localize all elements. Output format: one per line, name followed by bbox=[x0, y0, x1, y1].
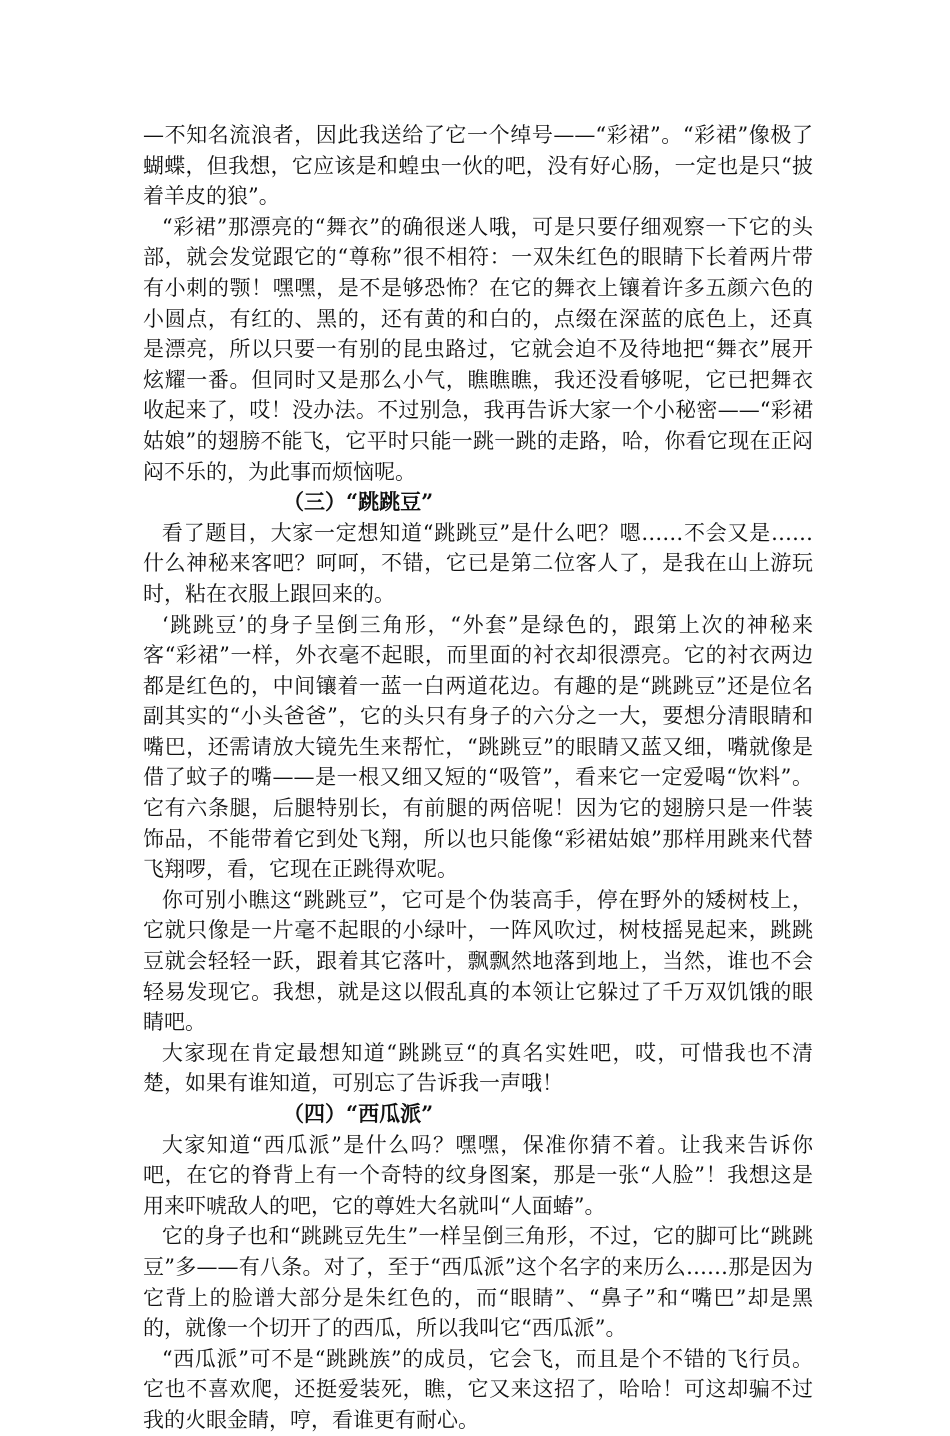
paragraph: “西瓜派”可不是“跳跳族”的成员，它会飞，而且是个不错的飞行员。它也不喜欢爬，还挺爱装死，瞧，它又来这招了，哈哈！可这却骗不过我的火眼金睛，哼，看谁更有耐心。 bbox=[143, 1346, 813, 1432]
paragraph: ‘跳跳豆’的身子呈倒三角形，“外套”是绿色的，跟第上次的神秘来客“彩裙”一样，外衣毫不起眼，而里面的衬衣却很漂亮。它的衬衣两边都是红色的，中间镶着一蓝一白两道花边。有趣的是“跳跳豆”还是位名副其实的“小头爸爸”，它的头只有身子的六分之一大，要想分清眼睛和嘴巴，还需请放大镜先生来帮忙，“跳跳豆”的眼睛又蓝又细，嘴就像是借了蚊子的嘴——是一根又细又短的“吸管”，看来它一定爱喝“饮料”。它有六条腿，后腿特别长，有前腿的两倍呢！因为它的翅膀只是一件装饰品，不能带着它到处飞翔，所以也只能像“彩裙姑娘”那样用跳来代替飞翔啰，看，它现在正跳得欢呢。 bbox=[143, 612, 813, 882]
paragraph: 大家知道“西瓜派”是什么吗？嘿嘿，保准你猜不着。让我来告诉你吧，在它的脊背上有一个奇特的纹身图案，那是一张“人脸”！我想这是用来吓唬敌人的吧，它的尊姓大名就叫“人面蝽”。 bbox=[143, 1132, 813, 1218]
document-body bbox=[143, 120, 813, 1436]
section-heading: （三）“跳跳豆” bbox=[283, 489, 434, 515]
section-heading: （四）“西瓜派” bbox=[283, 1101, 434, 1126]
paragraph: —不知名流浪者，因此我送给了它一个绰号——“彩裙”。“彩裙”像极了蝴蝶，但我想，它应该是和蝗虫一伙的吧，没有好心肠，一定也是只“披着羊皮的狼”。 bbox=[143, 123, 813, 209]
paragraph: 你可别小瞧这“跳跳豆”，它可是个伪装高手，停在野外的矮树枝上，它就只像是一片毫不起眼的小绿叶，一阵风吹过，树枝摇晃起来，跳跳豆就会轻轻一跃，跟着其它落叶，飘飘然地落到地上，当然，谁也不会轻易发现它。我想，就是这以假乱真的本领让它躲过了千万双饥饿的眼睛吧。 bbox=[143, 887, 813, 1035]
paragraph: 它的身子也和“跳跳豆先生”一样呈倒三角形，不过，它的脚可比“跳跳豆”多——有八条。对了，至于“西瓜派”这个名字的来历么……那是因为它背上的脸谱大部分是朱红色的，而“眼睛”、“鼻子”和“嘴巴”却是黑的，就像一个切开了的西瓜，所以我叫它“西瓜派”。 bbox=[143, 1224, 813, 1341]
paragraph: 看了题目，大家一定想知道“跳跳豆”是什么吧？嗯……不会又是……什么神秘来客吧？呵呵，不错，它已是第二位客人了，是我在山上游玩时，粘在衣服上跟回来的。 bbox=[143, 520, 813, 606]
paragraph: “彩裙”那漂亮的“舞衣”的确很迷人哦，可是只要仔细观察一下它的头部，就会发觉跟它的“尊称”很不相符：一双朱红色的眼睛下长着两片带有小刺的颚！嘿嘿，是不是够恐怖？在它的舞衣上镶着许多五颜六色的小圆点，有红的、黑的，还有黄的和白的，点缀在深蓝的底色上，还真是漂亮，所以只要一有别的昆虫路过，它就会迫不及待地把“舞衣”展开炫耀一番。但同时又是那么小气，瞧瞧瞧，我还没看够呢，它已把舞衣收起来了，哎！没办法。不过别急，我再告诉大家一个小秘密——“彩裙姑娘”的翅膀不能飞，它平时只能一跳一跳的走路，哈，你看它现在正闷闷不乐的，为此事而烦恼呢。 bbox=[143, 214, 813, 484]
paragraph: 大家现在肯定最想知道“跳跳豆“的真名实姓吧，哎，可惜我也不清楚，如果有谁知道，可别忘了告诉我一声哦！ bbox=[143, 1040, 813, 1096]
